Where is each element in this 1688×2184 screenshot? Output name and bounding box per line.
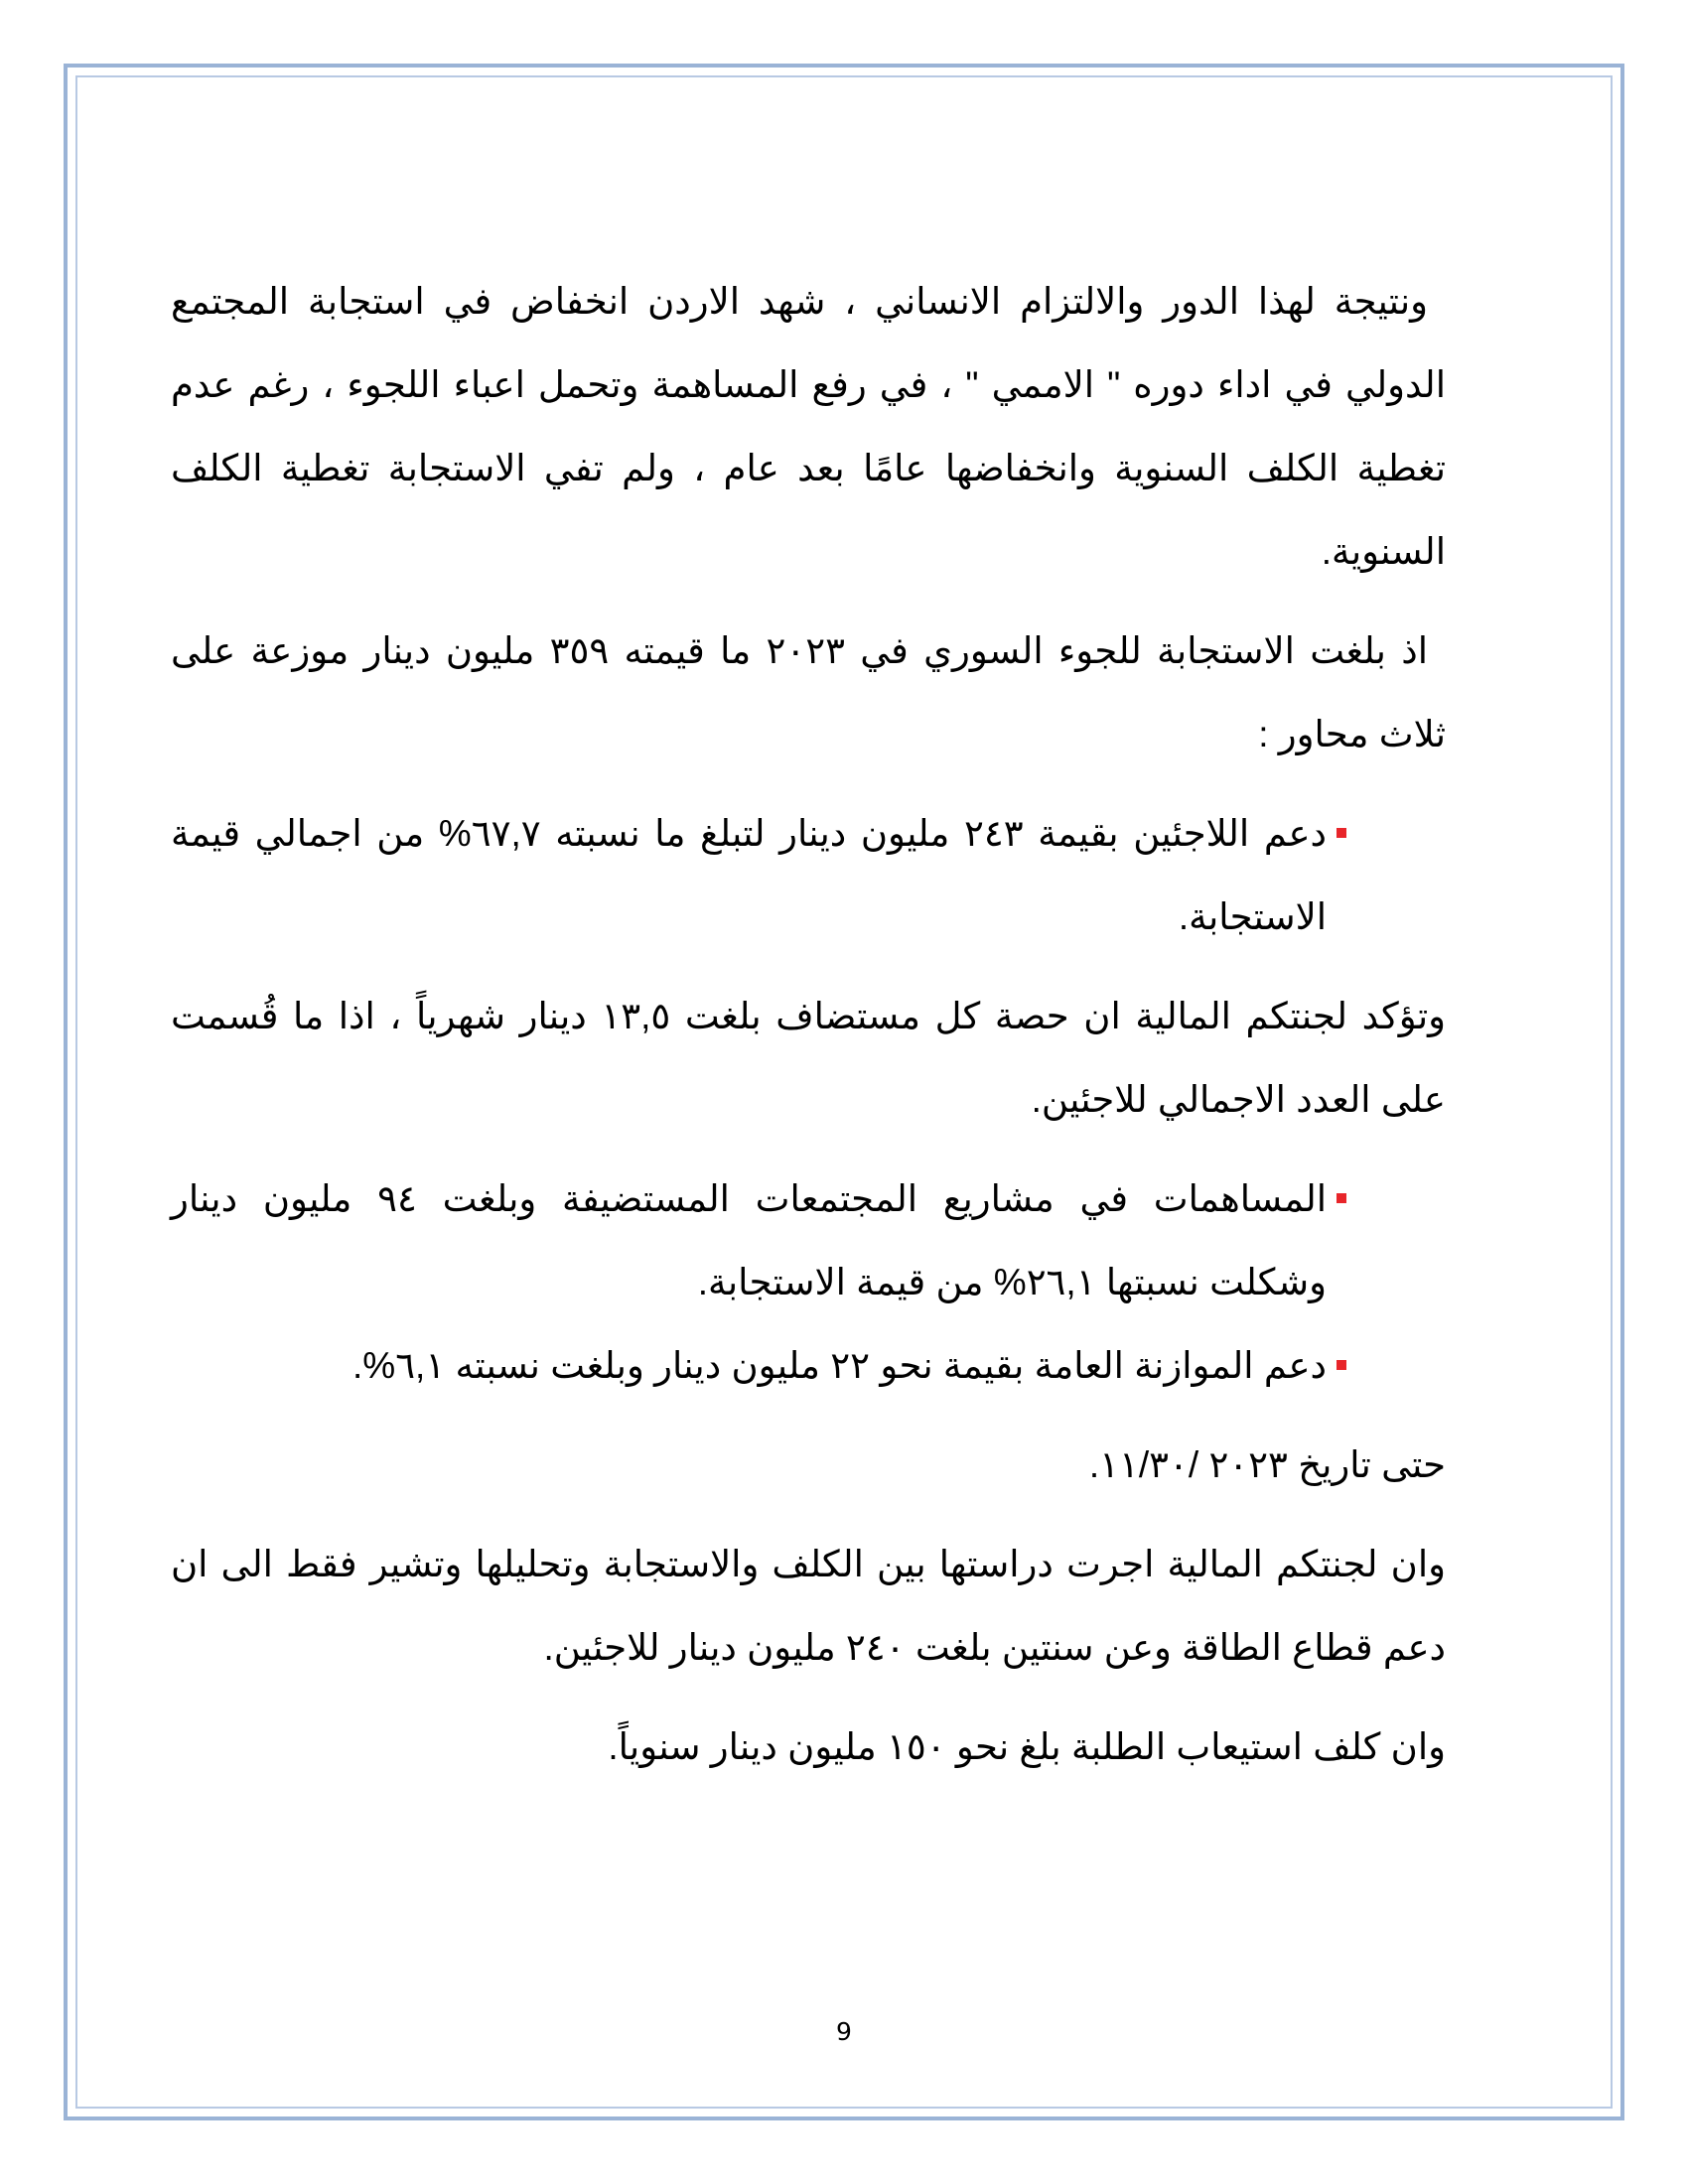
red-square-bullet-icon — [1336, 1193, 1346, 1203]
page-number: 9 — [836, 2017, 852, 2046]
paragraph-energy-sector: وان لجنتكم المالية اجرت دراستها بين الكلف والاستجابة وتحليلها وتشير فقط الى ان دعم قطاع الطاقة وعن سنتين بلغت ٢٤٠ مليون دينار للاجئين. — [171, 1544, 1446, 1668]
paragraph-per-guest-share: وتؤكد لجنتكم المالية ان حصة كل مستضاف بلغت ١٣,٥ دينار شهرياً ، اذا ما قُسمت على العدد الاجمالي للاجئين. — [171, 996, 1446, 1120]
paragraph-response-decline: ونتيجة لهذا الدور والالتزام الانساني ، شهد الاردن انخفاض في استجابة المجتمع الدولي في اداء دوره " الاممي " ، في رفع المساهمة وتحمل اعباء اللجوء ، رغم عدم تغطية الكلف السنوية وانخفاضها عامًا بعد عام ، ولم تفي الاستجابة تغطية الكلف السنوية. — [171, 281, 1446, 572]
list-item — [171, 1158, 1446, 1324]
red-square-bullet-icon — [1336, 828, 1346, 838]
bullet-list-axes-2 — [171, 1158, 1446, 1408]
bullet-list-axes-1 — [171, 792, 1446, 959]
bullet-text-budget-support: دعم الموازنة العامة بقيمة نحو ٢٢ مليون دينار وبلغت نسبته ٦,١%. — [352, 1345, 1327, 1386]
red-square-bullet-icon — [1336, 1360, 1346, 1370]
bullet-text-host-communities: المساهمات في مشاريع المجتمعات المستضيفة وبلغت ٩٤ مليون دينار وشكلت نسبتها ٢٦,١% من قيمة الاستجابة. — [171, 1178, 1327, 1302]
paragraph-date: حتى تاريخ ٢٠٢٣ /١١/٣٠. — [1088, 1444, 1446, 1485]
bullet-text-refugee-support: دعم اللاجئين بقيمة ٢٤٣ مليون دينار لتبلغ ما نسبته ٦٧,٧% من اجمالي قيمة الاستجابة. — [171, 813, 1327, 937]
paragraph-students-cost: وان كلف استيعاب الطلبة بلغ نحو ١٥٠ مليون دينار سنوياً. — [608, 1726, 1446, 1767]
document-body — [171, 260, 1446, 1805]
paragraph-response-total: اذ بلغت الاستجابة للجوء السوري في ٢٠٢٣ ما قيمته ٣٥٩ مليون دينار موزعة على ثلاث محاور : — [171, 630, 1446, 754]
list-item — [171, 1324, 1446, 1408]
list-item — [171, 792, 1446, 959]
